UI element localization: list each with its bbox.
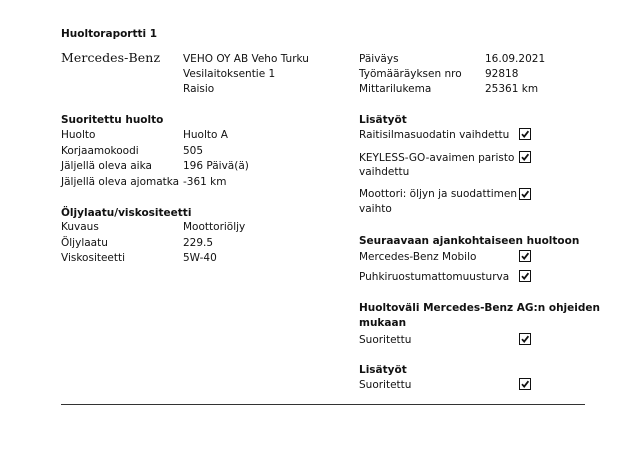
extras-item-label: Raitisilmasuodatin vaihdettu <box>359 129 510 141</box>
checkmark-icon <box>520 379 530 389</box>
report-title: Huoltoraportti 1 <box>61 28 158 40</box>
service-label: Huolto <box>61 129 96 141</box>
oil-label: Viskositeetti <box>61 252 126 264</box>
extras-item-label: Moottori: öljyn ja suodattimen <box>359 188 517 200</box>
extras2-heading: Lisätyöt <box>359 364 407 376</box>
service-label: Korjaamokoodi <box>61 145 139 157</box>
checkmark-icon <box>520 189 530 199</box>
meta-value-date: 16.09.2021 <box>485 53 546 65</box>
service-label: Jäljellä oleva aika <box>61 160 152 172</box>
service-label: Jäljellä oleva ajomatka <box>61 176 180 188</box>
oil-value: Moottoriöljy <box>183 221 246 233</box>
oil-label: Öljylaatu <box>61 237 108 249</box>
dealer-name: VEHO OY AB Veho Turku <box>183 53 309 65</box>
checkbox-oil-change[interactable] <box>519 188 531 200</box>
interval-item-label: Suoritettu <box>359 334 412 346</box>
extras-item-label-cont: vaihdettu <box>359 166 410 178</box>
next-item-label: Mercedes-Benz Mobilo <box>359 251 477 263</box>
checkbox-interval-done[interactable] <box>519 333 531 345</box>
interval-heading: Huoltoväli Mercedes-Benz AG:n ohjeiden <box>359 302 600 314</box>
service-value: 196 Päivä(ä) <box>183 160 249 172</box>
checkmark-icon <box>520 271 530 281</box>
extras2-item-label: Suoritettu <box>359 379 412 391</box>
service-value: 505 <box>183 145 204 157</box>
dealer-city: Raisio <box>183 83 215 95</box>
meta-label-date: Päiväys <box>359 53 399 65</box>
checkbox-mobilo[interactable] <box>519 250 531 262</box>
oil-value: 229.5 <box>183 237 214 249</box>
dealer-street: Vesilaitoksentie 1 <box>183 68 276 80</box>
brand-logo-text: Mercedes-Benz <box>61 50 161 65</box>
meta-value-workorder: 92818 <box>485 68 519 80</box>
service-value: -361 km <box>183 176 227 188</box>
oil-value: 5W-40 <box>183 252 217 264</box>
checkbox-rust-warranty[interactable] <box>519 270 531 282</box>
checkbox-air-filter[interactable] <box>519 128 531 140</box>
meta-label-odometer: Mittarilukema <box>359 83 432 95</box>
service-heading: Suoritettu huolto <box>61 114 164 126</box>
extras-item-label-cont: vaihto <box>359 203 392 215</box>
extras-heading: Lisätyöt <box>359 114 407 126</box>
checkmark-icon <box>520 334 530 344</box>
meta-value-odometer: 25361 km <box>485 83 539 95</box>
checkmark-icon <box>520 251 530 261</box>
checkbox-extras2-done[interactable] <box>519 378 531 390</box>
oil-label: Kuvaus <box>61 221 99 233</box>
meta-label-workorder: Työmääräyksen nro <box>359 68 462 80</box>
checkbox-keyless-battery[interactable] <box>519 151 531 163</box>
next-item-label: Puhkiruostumattomuusturva <box>359 271 510 283</box>
checkmark-icon <box>520 152 530 162</box>
bottom-divider <box>61 404 585 405</box>
next-service-heading: Seuraavaan ajankohtaiseen huoltoon <box>359 235 580 247</box>
checkmark-icon <box>520 129 530 139</box>
extras-item-label: KEYLESS-GO-avaimen paristo <box>359 152 515 164</box>
service-value: Huolto A <box>183 129 228 141</box>
interval-heading-cont: mukaan <box>359 317 407 329</box>
oil-heading: Öljylaatu/viskositeetti <box>61 207 192 219</box>
